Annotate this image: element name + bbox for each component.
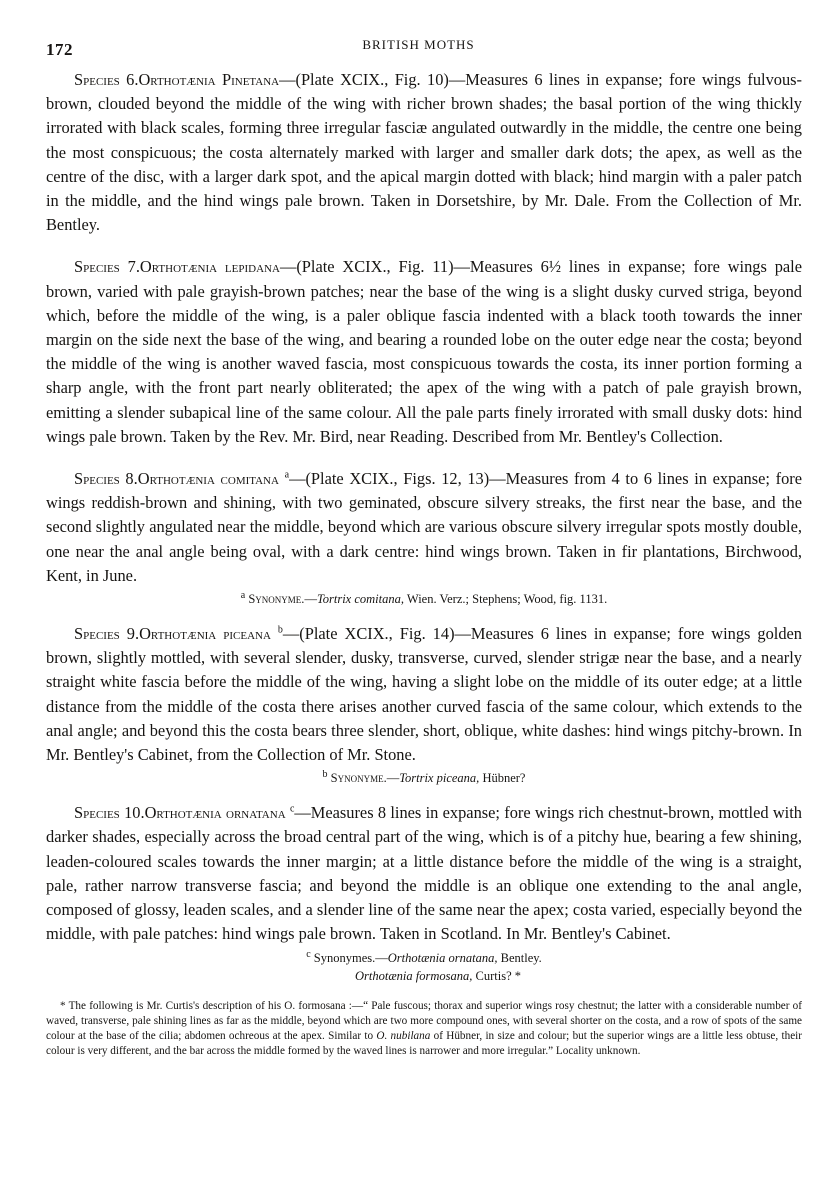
species-entry-8 — [46, 467, 802, 588]
synonym-label: Synonyme. — [330, 771, 387, 786]
species-label: Species 8. — [74, 469, 138, 489]
species-entry-9 — [46, 622, 802, 767]
species-entry-7 — [46, 255, 802, 449]
synonym-note-c: $^c$ Synonymes.—Orthotænia ornatana, Bentley. Orthotænia formosana, Curtis? * — [46, 949, 802, 985]
species-label: Species 7. — [74, 257, 140, 277]
synonym-reference: Hübner? — [479, 771, 526, 786]
species-description: —Measures 8 lines in expanse; fore wings rich chestnut-brown, mottled with darker shades, especially across the broad central part of the wing, which is of a pitchy hue, bearing a few shining, leaden-coloured scales towards the inner margin; at a little distance before the middle of the wing is a straight, pale, rather narrow transverse fascia; and beyond the middle is an oblique one extending to the anal angle, composed of glossy, leaden scales, and a slender line of the same near the apex; costa varied, especially beyond the middle, with pale patches: hind wings pale brown. Taken in Scotland. In Mr. Bentley's Cabinet. — [46, 803, 802, 944]
synonym-reference: Wien. Verz.; Stephens; Wood, fig. 1131. — [404, 592, 608, 607]
footnote-marker: c — [306, 948, 311, 960]
footnote-marker: a — [240, 589, 246, 601]
footnote-marker: b — [277, 624, 283, 636]
species-description: —(Plate XCIX., Fig. 14)—Measures 6 lines in expanse; fore wings golden brown, slightly mottled, with several slender, dusky, transverse, curved, slender strigæ near the base, and a nearly straight white fascia before the middle of the wing, having a slight lobe on the middle of its outer edge; at a little distance from the middle of the costa there arises another curved fascia of the same colour, which extends to the anal angle; and beyond this the costa bears three slender, short, oblique, white dashes: hind wings pitchy-brown. In Mr. Bentley's Cabinet, from the Collection of Mr. Stone. — [46, 624, 802, 765]
species-entry-10 — [46, 801, 802, 946]
synonym-label: Synonyme. — [248, 592, 305, 607]
synonym-second-line — [46, 967, 802, 985]
species-description: —(Plate XCIX., Fig. 10)—Measures 6 lines in expanse; fore wings fulvous-brown, clouded beyond the middle of the wing with richer brown shades; the basal portion of the wing thickly irrorated with black scales, forming three irregular fasciæ angulated outwardly in the middle, the centre one being the most conspicuous; the costa alternately marked with larger and smaller dark dots; the apex, as well as the centre of the disc, with a larger dark spot, and the apical margin dotted with black; hind margin with a paler patch in the middle, and the hind wings pale brown. Taken in Dorsetshire, by Mr. Dale. From the Collection of Mr. Bentley. — [46, 70, 802, 235]
species-name: Orthotænia piceana — [139, 624, 271, 644]
synonym-name: Tortrix comitana, — [316, 592, 404, 607]
species-label: Species 6. — [74, 70, 139, 89]
synonym-note-a: $^a$ Synonyme.—Tortrix comitana, Wien. Verz.; Stephens; Wood, fig. 1131. — [240, 589, 608, 607]
synonym-name: Orthotænia ornatana, — [387, 950, 498, 965]
species-name: Orthotænia Pinetana — [138, 70, 280, 89]
footnote — [46, 999, 802, 1059]
synonym-name-2: Orthotænia formosana, — [355, 968, 473, 983]
footnote-text-tail: of Hübner, in size and colour; but the superior wings are a little less obtuse, their colour is very different, and the bar across the middle formed by the waved lines is narrower and more irregular.” Locality unknown. — [46, 1029, 802, 1057]
species-name: Orthotænia lepidana — [139, 257, 280, 277]
species-description: —(Plate XCIX., Fig. 11)—Measures 6½ lines in expanse; fore wings pale brown, varied with pale grayish-brown patches; near the base of the wing is a slight dusky curved striga, beyond which, before the middle of the wing, is a paler oblique fascia indented with a black tooth towards the inner margin on the side next the base of the wing, and bearing a rounded lobe on the outer edge near the costa; beyond the middle of the wing is another waved fascia, most conspicuous towards the costa, its inner portion forming a sharp angle, with the front part nearly obliterated; the apex of the wing with a patch of pale grayish brown, emitting a slender subapical line of the same colour. All the pale parts finely irrorated with small dusky dots: hind wings pale brown. Taken by the Rev. Mr. Bird, near Reading. Described from Mr. Bentley's Collection. — [46, 257, 802, 446]
synonym-label: Synonymes. — [313, 950, 376, 965]
species-description: —(Plate XCIX., Figs. 12, 13)—Measures from 4 to 6 lines in expanse; fore wings reddish-brown and shining, with two geminated, obscure silvery streaks, the first near the base, and the second slightly angulated near the middle, beyond which are various obscure silvery irregular spots mostly double, one near the anal angle being oval, with a dark centre: hind wings brown. Taken in fir plantations, Birchwood, Kent, in June. — [46, 469, 802, 585]
footnote-text-lead: * The following is Mr. Curtis's description of his O. formosana :—“ Pale fuscous; thorax and superior wings rosy chestnut; the latter with a considerable number of waved, transverse, pale shining lines as far as the middle, beyond which are two more compound ones, with several shorter on the costa, and a row of spots of the same colour at the base of the cilia; abdomen ochreous at the apex. Similar to — [46, 999, 802, 1042]
species-entry-6 — [46, 68, 802, 237]
synonym-note-b: $^b$ Synonyme.—Tortrix piceana, Hübner? — [322, 769, 526, 786]
species-name: Orthotænia ornatana — [144, 803, 286, 823]
species-name: Orthotænia comitana — [137, 469, 279, 489]
synonym-reference: Bentley. — [497, 950, 542, 965]
running-title: BRITISH MOTHS — [362, 37, 475, 52]
synonym-reference-2: Curtis? * — [472, 968, 521, 983]
footnote-marker: b — [322, 769, 328, 781]
footnote-italic-name: O. nubilana — [376, 1029, 431, 1042]
footnote-marker: c — [289, 803, 295, 815]
page-number: 172 — [46, 40, 73, 59]
synonym-name: Tortrix piceana, — [399, 771, 480, 786]
species-label: Species 10. — [74, 803, 145, 823]
footnote-marker: a — [284, 469, 290, 481]
species-label: Species 9. — [74, 624, 140, 644]
page-body — [46, 68, 802, 1059]
